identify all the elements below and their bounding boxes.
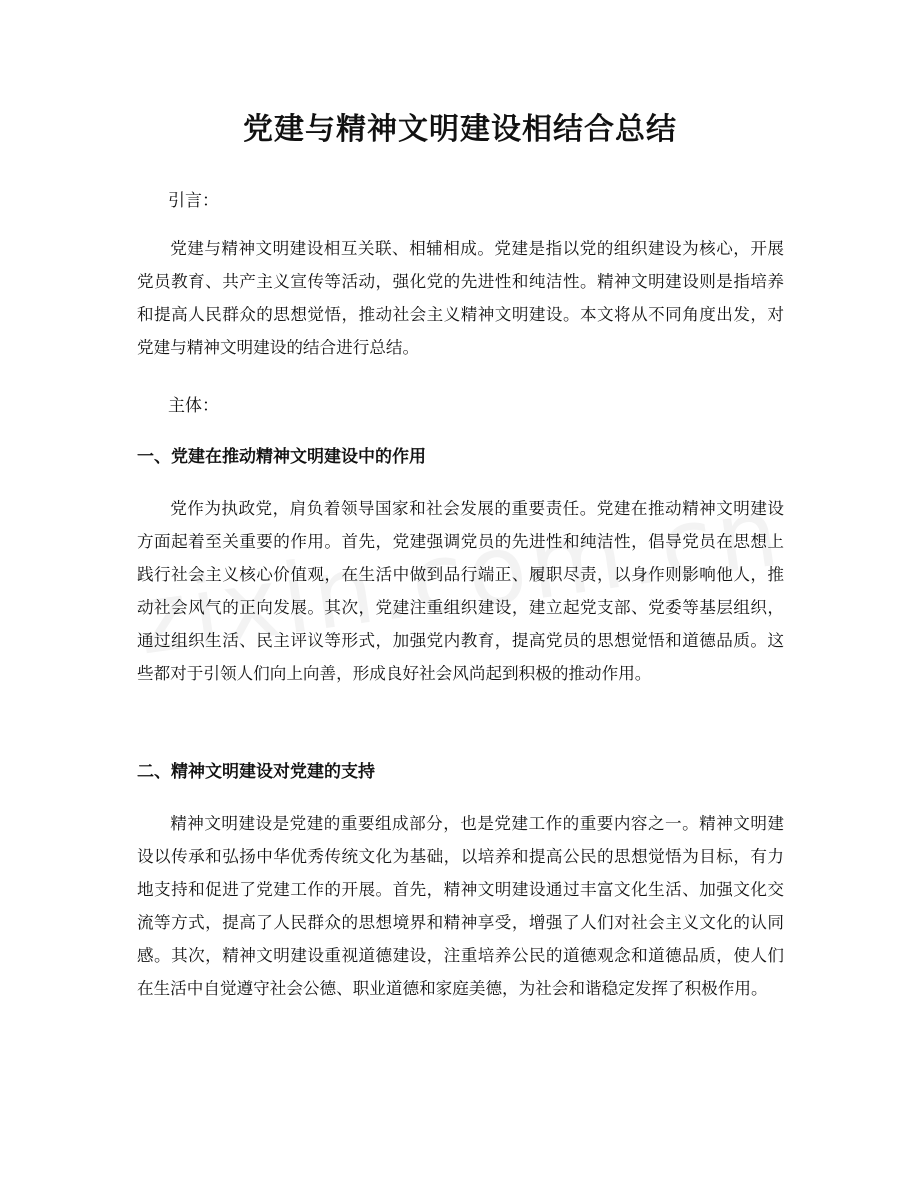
section-paragraph-1: 党作为执政党，肩负着领导国家和社会发展的重要责任。党建在推动精神文明建设方面起着至关重要的作用。首先，党建强调党员的先进性和纯洁性，倡导党员在思想上践行社会主义核心价值观，在生活中做到品行端正、履职尽责，以身作则影响他人，推动社会风气的正向发展。其次，党建注重组织建设，建立起党支部、党委等基层组织，通过组织生活、民主评议等形式，加强党内教育，提高党员的思想觉悟和道德品质。这些都对于引领人们向上向善，形成良好社会风尚起到积极的推动作用。: [137, 499, 784, 683]
body-label: 主体：: [168, 396, 219, 416]
document-title: 党建与精神文明建设相结合总结: [243, 112, 677, 147]
section-paragraph-2: 精神文明建设是党建的重要组成部分，也是党建工作的重要内容之一。精神文明建设以传承和弘扬中华优秀传统文化为基础，以培养和提高公民的思想觉悟为目标，有力地支持和促进了党建工作的开展。首先，精神文明建设通过丰富文化生活、加强文化交流等方式，提高了人民群众的思想境界和精神享受，增强了人们对社会主义文化的认同感。其次，精神文明建设重视道德建设，注重培养公民的道德观念和道德品质，使人们在生活中自觉遵守社会公德、职业道德和家庭美德，为社会和谐稳定发挥了积极作用。: [137, 814, 784, 998]
intro-label: 引言：: [168, 191, 219, 211]
intro-paragraph: 党建与精神文明建设相互关联、相辅相成。党建是指以党的组织建设为核心，开展党员教育、共产主义宣传等活动，强化党的先进性和纯洁性。精神文明建设则是指培养和提高人民群众的思想觉悟，推动社会主义精神文明建设。本文将从不同角度出发，对党建与精神文明建设的结合进行总结。: [137, 239, 784, 357]
section-heading-1: 一、党建在推动精神文明建设中的作用: [137, 447, 426, 467]
section-heading-2: 二、精神文明建设对党建的支持: [137, 762, 375, 782]
